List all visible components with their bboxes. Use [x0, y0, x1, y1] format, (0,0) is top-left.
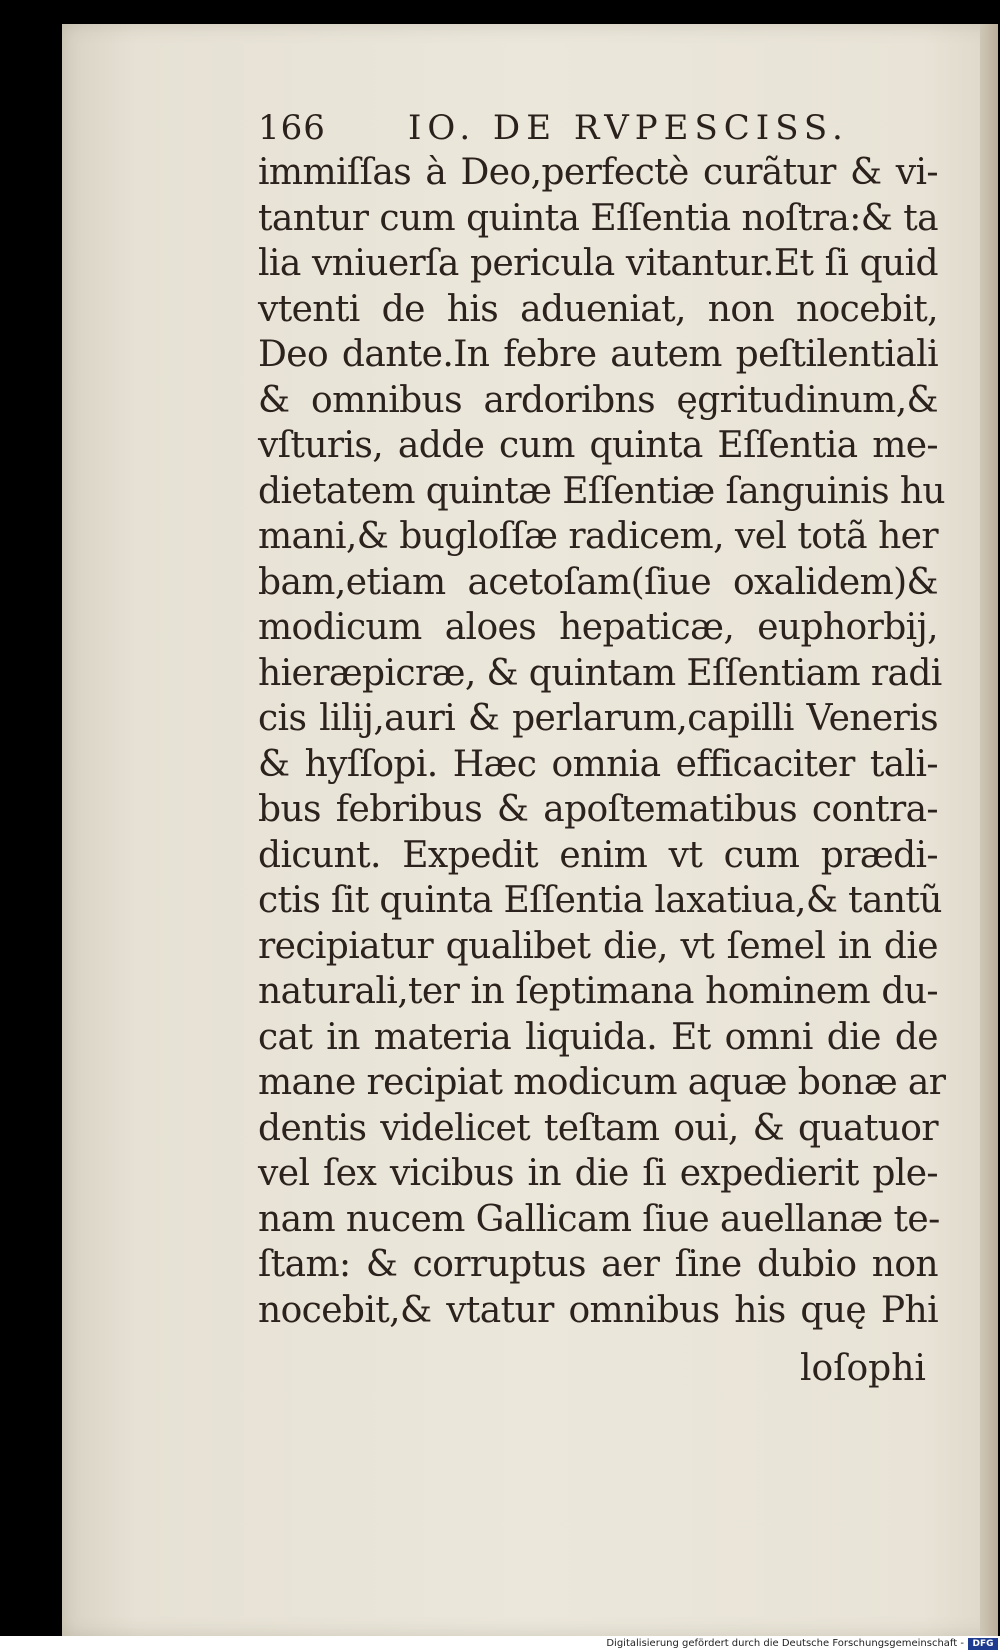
text-line: modicum aloes hepaticæ, euphorbij, — [258, 607, 938, 648]
text-line: Deo dante.In febre autem peſtilentiali — [258, 334, 938, 375]
text-line: naturali,ter in ſeptimana hominem du- — [258, 971, 938, 1012]
text-line: bus febribus & apoſtematibus contra- — [258, 789, 938, 830]
body-text — [258, 150, 946, 1333]
running-head: IO. DE RVPESCISS. — [408, 108, 849, 148]
text-line: nocebit,& vtatur omnibus his quę Phi — [258, 1289, 938, 1331]
text-line: ctis ſit quinta Eſſentia laxatiua,& tantũ — [258, 880, 942, 921]
catchword: loſophi — [800, 1348, 926, 1389]
text-line: ſtam: & corruptus aer ſine dubio non — [258, 1244, 938, 1285]
digitization-credit: Digitalisierung gefördert durch die Deutsche Forschungsgemeinschaft - — [606, 1638, 964, 1649]
text-line: cat in materia liquida. Et omni die de — [258, 1016, 938, 1058]
text-line: lia vniuerſa pericula vitantur.Et ſi quid — [258, 243, 938, 284]
text-line: & omnibus ardoribns ęgritudinum,& — [258, 379, 938, 421]
text-line: vel ſex vicibus in die ſi expedierit ple- — [258, 1153, 938, 1194]
text-line: dentis videlicet teſtam oui, & quatuor — [258, 1107, 938, 1149]
text-line: dicunt. Expedit enim vt cum prædi- — [258, 834, 938, 876]
text-line: mane recipiat modicum aquæ bonæ ar — [258, 1062, 946, 1103]
page-edge — [980, 24, 998, 1636]
text-line: cis lilij,auri & perlarum,capilli Veneris — [258, 698, 938, 739]
page-number: 166 — [258, 108, 326, 148]
text-line: hieræpicræ, & quintam Eſſentiam radi — [258, 652, 942, 694]
text-line: & hyſſopi. Hæc omnia efficaciter tali- — [258, 743, 938, 785]
text-line: vtenti de his adueniat, non nocebit, — [258, 288, 938, 330]
text-line: tantur cum quinta Eſſentia noſtra:& ta — [258, 197, 938, 239]
text-line: vſturis, adde cum quinta Eſſentia me- — [258, 425, 938, 466]
text-line: bam,etiam acetoſam(ſiue oxalidem)& — [258, 561, 938, 603]
text-line: mani,& bugloſſæ radicem, vel totã her — [258, 516, 938, 557]
text-line: recipiatur qualibet die, vt ſemel in die — [258, 925, 938, 967]
text-line: dietatem quintæ Eſſentiæ ſanguinis hu — [258, 470, 946, 512]
text-line: nam nucem Gallicam ſiue auellanæ te- — [258, 1198, 940, 1240]
text-line: immiſſas à Deo,perfectè curãtur & vi- — [258, 152, 938, 193]
page-header — [258, 108, 938, 152]
dfg-logo: DFG — [968, 1638, 998, 1650]
